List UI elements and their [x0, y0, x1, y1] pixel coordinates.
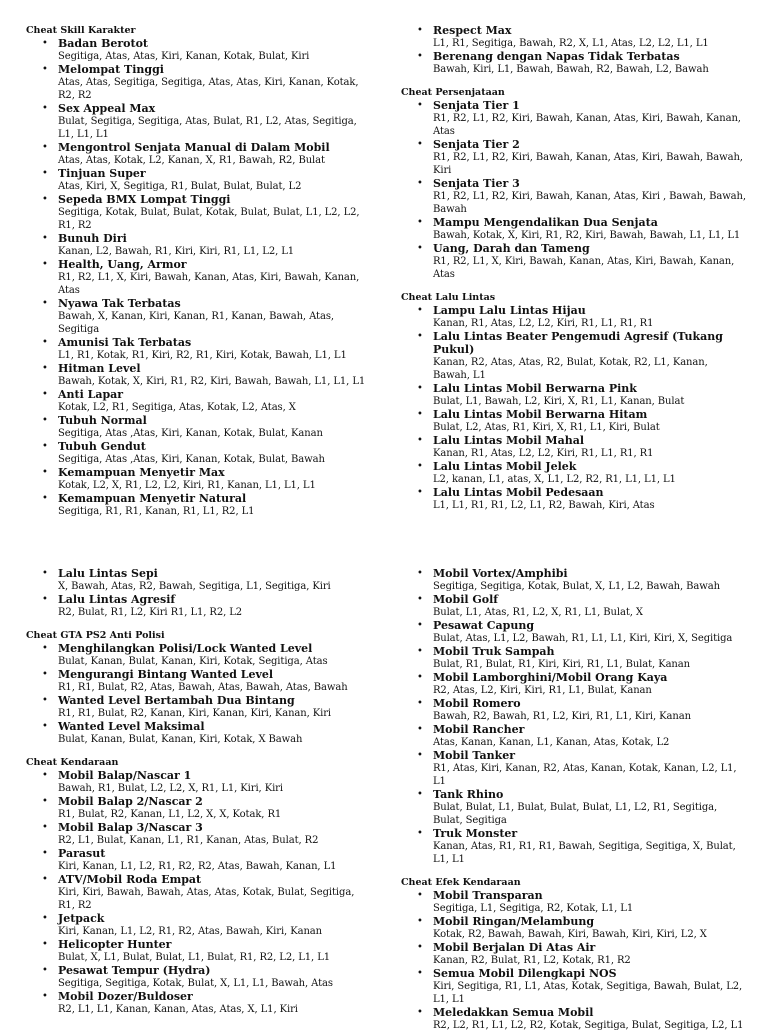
- cheat-item: [42, 362, 371, 388]
- cheat-code: Bulat, Segitiga, Segitiga, Atas, Bulat, R1, L2, Atas, Segitiga, L1, L1, L1: [58, 116, 357, 140]
- cheat-name: Lalu Lintas Mobil Mahal: [433, 434, 585, 447]
- cheat-name: Mobil Golf: [433, 593, 499, 606]
- cheat-code: Atas, Atas, Segitiga, Segitiga, Atas, Atas, Kiri, Kanan, Kotak, R2, R2: [58, 77, 359, 101]
- cheat-list: [26, 37, 371, 518]
- cheat-name: Amunisi Tak Terbatas: [58, 336, 192, 349]
- section-heading: Cheat Persenjataan: [401, 87, 505, 98]
- cheat-code: R1, R2, L1, R2, Kiri, Bawah, Kanan, Atas, Kiri, Bawah, Kanan, Atas: [433, 113, 741, 137]
- cheat-item: [42, 990, 371, 1016]
- cheat-item: [42, 388, 371, 414]
- bullet-icon: •: [417, 100, 423, 111]
- cheat-name: Semua Mobil Dilengkapi NOS: [433, 967, 617, 980]
- cheat-name: Kemampuan Menyetir Max: [58, 466, 225, 479]
- bullet-icon: •: [417, 217, 423, 228]
- cheat-code: R2, Bulat, R1, L2, Kiri R1, L1, R2, L2: [58, 607, 243, 618]
- cheat-name: Lalu Lintas Sepi: [58, 567, 158, 580]
- bullet-icon: •: [417, 828, 423, 839]
- cheat-code: Kiri, Kiri, Bawah, Bawah, Atas, Atas, Kotak, Bulat, Segitiga, R1, R2: [58, 887, 355, 911]
- cheat-name: Parasut: [58, 847, 106, 860]
- cheat-item: [417, 408, 746, 434]
- bullet-icon: •: [417, 968, 423, 979]
- cheat-name: Pesawat Capung: [433, 619, 535, 632]
- bullet-icon: •: [417, 942, 423, 953]
- cheat-code: L2, kanan, L1, atas, X, L1, L2, R2, R1, L1, L1, L1: [433, 474, 676, 485]
- cheat-list: [26, 769, 371, 1016]
- cheat-item: [42, 193, 371, 232]
- cheat-code: R1, Bulat, R2, Kanan, L1, L2, X, X, Kotak, R1: [58, 809, 282, 820]
- cheat-item: [417, 645, 746, 671]
- cheat-code: R1, Atas, Kiri, Kanan, R2, Atas, Kanan, Kotak, Kanan, L2, L1, L1: [433, 763, 737, 787]
- cheat-code: Bulat, L1, Atas, R1, L2, X, R1, L1, Bulat, X: [433, 607, 643, 618]
- cheat-name: Lalu Lintas Mobil Pedesaan: [433, 486, 604, 499]
- cheat-code: Segitiga, Atas ,Atas, Kiri, Kanan, Kotak, Bulat, Bawah: [58, 454, 325, 465]
- cheat-name: Lalu Lintas Beater Pengemudi Agresif (Tukang Pukul): [433, 330, 723, 356]
- cheat-code: X, Bawah, Atas, R2, Bawah, Segitiga, L1, Segitiga, Kiri: [58, 581, 331, 592]
- cheat-code: Segitiga, Atas ,Atas, Kiri, Kanan, Kotak, Bulat, Kanan: [58, 428, 323, 439]
- bullet-icon: •: [42, 337, 48, 348]
- bullet-icon: •: [42, 796, 48, 807]
- bullet-icon: •: [42, 568, 48, 579]
- cheat-item: [417, 138, 746, 177]
- cheat-name: Anti Lapar: [58, 388, 124, 401]
- cheat-item: [42, 297, 371, 336]
- cheat-code: L1, R1, Segitiga, Bawah, R2, X, L1, Atas, L2, L2, L1, L1: [433, 38, 709, 49]
- section-continued: [401, 567, 746, 866]
- section-heading: Cheat Efek Kendaraan: [401, 877, 521, 888]
- cheat-code: Segitiga, Segitiga, Kotak, Bulat, X, L1, L2, Bawah, Bawah: [433, 581, 720, 592]
- cheat-code: Bulat, Bulat, L1, Bulat, Bulat, Bulat, L1, L2, R1, Segitiga, Bulat, Segitiga: [433, 802, 718, 826]
- cheat-item: [42, 102, 371, 141]
- cheat-code: Atas, Kiri, X, Segitiga, R1, Bulat, Bulat, Bulat, L2: [58, 181, 302, 192]
- cheat-list: [401, 99, 746, 281]
- cheat-item: [417, 567, 746, 593]
- cheat-item: [42, 668, 371, 694]
- cheat-item: [42, 769, 371, 795]
- cheat-name: Lampu Lalu Lintas Hijau: [433, 304, 586, 317]
- bullet-icon: •: [42, 233, 48, 244]
- cheat-code: Bulat, Kanan, Bulat, Kanan, Kiri, Kotak, Segitiga, Atas: [58, 656, 328, 667]
- bullet-icon: •: [417, 383, 423, 394]
- cheat-item: [42, 37, 371, 63]
- bullet-icon: •: [417, 750, 423, 761]
- cheat-item: [42, 694, 371, 720]
- section-cheat-persenjataan: [401, 86, 746, 281]
- cheat-code: R1, R1, Bulat, R2, Kanan, Kiri, Kanan, Kiri, Kanan, Kiri: [58, 708, 332, 719]
- cheat-code: Kanan, R1, Atas, L2, L2, Kiri, R1, L1, R1, R1: [433, 318, 654, 329]
- cheat-name: Health, Uang, Armor: [58, 258, 187, 271]
- section-cheat-kendaraan: [26, 756, 371, 1016]
- cheat-item: [42, 642, 371, 668]
- cheat-code: Segitiga, Segitiga, Kotak, Bulat, X, L1, L1, Bawah, Atas: [58, 978, 333, 989]
- cheat-item: [417, 593, 746, 619]
- cheat-code: Bulat, L2, Atas, R1, Kiri, X, R1, L1, Kiri, Bulat: [433, 422, 660, 433]
- cheat-name: Badan Berotot: [58, 37, 148, 50]
- cheat-item: [42, 258, 371, 297]
- cheat-item: [417, 304, 746, 330]
- bullet-icon: •: [417, 568, 423, 579]
- bullet-icon: •: [417, 435, 423, 446]
- bullet-icon: •: [417, 25, 423, 36]
- cheat-name: Wanted Level Bertambah Dua Bintang: [58, 694, 295, 707]
- cheat-code: Atas, Kanan, Kanan, L1, Kanan, Atas, Kotak, L2: [433, 737, 670, 748]
- cheat-name: Lalu Lintas Mobil Berwarna Hitam: [433, 408, 648, 421]
- cheat-name: Mobil Balap/Nascar 1: [58, 769, 192, 782]
- cheat-name: ATV/Mobil Roda Empat: [58, 873, 202, 886]
- cheat-name: Mobil Dozer/Buldoser: [58, 990, 193, 1003]
- bullet-icon: •: [42, 913, 48, 924]
- cheat-item: [417, 671, 746, 697]
- cheat-list: [401, 304, 746, 512]
- cheat-code: R2, L1, Bulat, Kanan, L1, R1, Kanan, Atas, Bulat, R2: [58, 835, 319, 846]
- cheat-code: Segitiga, R1, R1, Kanan, R1, L1, R2, L1: [58, 506, 255, 517]
- cheat-item: [42, 141, 371, 167]
- bullet-icon: •: [417, 305, 423, 316]
- column-top-right: [401, 24, 746, 512]
- cheat-code: Kiri, Segitiga, R1, L1, Atas, Kotak, Segitiga, Bawah, Bulat, L2, L1, L1: [433, 981, 743, 1005]
- bullet-icon: •: [42, 298, 48, 309]
- cheat-item: [417, 619, 746, 645]
- cheat-item: [417, 941, 746, 967]
- cheat-item: [417, 242, 746, 281]
- cheat-name: Mengontrol Senjata Manual di Dalam Mobil: [58, 141, 330, 154]
- cheat-name: Mobil Balap 3/Nascar 3: [58, 821, 203, 834]
- cheat-name: Tank Rhino: [433, 788, 504, 801]
- section-continued: [401, 24, 746, 76]
- cheat-item: [42, 847, 371, 873]
- cheat-list: [401, 889, 746, 1032]
- cheat-code: R1, R1, Bulat, R2, Atas, Bawah, Atas, Bawah, Atas, Bawah: [58, 682, 348, 693]
- bullet-icon: •: [417, 1007, 423, 1018]
- cheat-name: Uang, Darah dan Tameng: [433, 242, 590, 255]
- cheat-code: Bawah, R2, Bawah, R1, L2, Kiri, R1, L1, Kiri, Kanan: [433, 711, 691, 722]
- section-heading: Cheat Kendaraan: [26, 757, 119, 768]
- cheat-code: Bawah, X, Kanan, Kiri, Kanan, R1, Kanan, Bawah, Atas, Segitiga: [58, 311, 334, 335]
- bullet-icon: •: [42, 441, 48, 452]
- bullet-icon: •: [417, 178, 423, 189]
- cheat-name: Lalu Lintas Agresif: [58, 593, 176, 606]
- cheat-item: [42, 492, 371, 518]
- bullet-icon: •: [417, 461, 423, 472]
- cheat-item: [42, 63, 371, 102]
- cheat-name: Mobil Lamborghini/Mobil Orang Kaya: [433, 671, 668, 684]
- bullet-icon: •: [417, 409, 423, 420]
- cheat-name: Mobil Transparan: [433, 889, 543, 902]
- cheat-item: [417, 382, 746, 408]
- cheat-code: Kiri, Kanan, L1, L2, R1, R2, R2, Atas, Bawah, Kanan, L1: [58, 861, 337, 872]
- cheat-code: Kanan, R2, Bulat, R1, L2, Kotak, R1, R2: [433, 955, 631, 966]
- section-cheat-efek-kendaraan: [401, 876, 746, 1032]
- bullet-icon: •: [42, 389, 48, 400]
- bullet-icon: •: [42, 991, 48, 1002]
- cheat-code: Kiri, Kanan, L1, L2, R1, R2, Atas, Bawah, Kiri, Kanan: [58, 926, 322, 937]
- cheat-code: Bawah, Kiri, L1, Bawah, Bawah, R2, Bawah, L2, Bawah: [433, 64, 709, 75]
- cheat-name: Tinjuan Super: [58, 167, 146, 180]
- cheat-name: Respect Max: [433, 24, 512, 37]
- cheat-item: [42, 964, 371, 990]
- cheat-item: [417, 788, 746, 827]
- cheat-name: Helicopter Hunter: [58, 938, 172, 951]
- section-cheat-lalu-lintas: [401, 291, 746, 512]
- cheat-item: [42, 720, 371, 746]
- bullet-icon: •: [417, 620, 423, 631]
- cheat-name: Mobil Tanker: [433, 749, 516, 762]
- cheat-name: Mobil Balap 2/Nascar 2: [58, 795, 203, 808]
- cheat-item: [417, 723, 746, 749]
- cheat-name: Mampu Mengendalikan Dua Senjata: [433, 216, 658, 229]
- cheat-name: Meledakkan Semua Mobil: [433, 1006, 594, 1019]
- bullet-icon: •: [417, 139, 423, 150]
- bullet-icon: •: [42, 493, 48, 504]
- cheat-item: [417, 749, 746, 788]
- section-continued: [26, 567, 371, 619]
- cheat-name: Bunuh Diri: [58, 232, 127, 245]
- bullet-icon: •: [417, 331, 423, 342]
- cheat-name: Tubuh Normal: [58, 414, 147, 427]
- cheat-item: [417, 889, 746, 915]
- cheat-name: Lalu Lintas Mobil Berwarna Pink: [433, 382, 637, 395]
- bullet-icon: •: [42, 643, 48, 654]
- cheat-name: Sepeda BMX Lompat Tinggi: [58, 193, 231, 206]
- cheat-name: Tubuh Gendut: [58, 440, 146, 453]
- column-bottom-left: [26, 567, 371, 1016]
- cheat-item: [42, 795, 371, 821]
- cheat-item: [42, 336, 371, 362]
- bullet-icon: •: [417, 646, 423, 657]
- cheat-item: [417, 460, 746, 486]
- cheat-code: Kotak, L2, X, R1, L2, L2, Kiri, R1, Kanan, L1, L1, L1: [58, 480, 316, 491]
- cheat-list: [401, 567, 746, 866]
- cheat-code: Kanan, L2, Bawah, R1, Kiri, Kiri, R1, L1, L2, L1: [58, 246, 295, 257]
- section-cheat-skill-karakter: [26, 24, 371, 518]
- cheat-name: Mobil Romero: [433, 697, 521, 710]
- cheat-code: Segitiga, Kotak, Bulat, Bulat, Kotak, Bulat, Bulat, L1, L2, L2, R1, R2: [58, 207, 360, 231]
- cheat-item: [417, 177, 746, 216]
- cheat-list: [26, 567, 371, 619]
- bullet-icon: •: [42, 874, 48, 885]
- cheat-code: Kanan, R2, Atas, Atas, R2, Bulat, Kotak, R2, L1, Kanan, Bawah, L1: [433, 357, 708, 381]
- bullet-icon: •: [42, 194, 48, 205]
- cheat-name: Melompat Tinggi: [58, 63, 164, 76]
- cheat-code: Bulat, X, L1, Bulat, Bulat, L1, Bulat, R1, R2, L2, L1, L1: [58, 952, 331, 963]
- cheat-item: [42, 567, 371, 593]
- bullet-icon: •: [42, 64, 48, 75]
- bullet-icon: •: [42, 467, 48, 478]
- bullet-icon: •: [42, 770, 48, 781]
- cheat-item: [42, 912, 371, 938]
- cheat-code: L1, L1, R1, R1, L2, L1, R2, Bawah, Kiri, Atas: [433, 500, 655, 511]
- cheat-name: Hitman Level: [58, 362, 141, 375]
- cheat-code: R1, R2, L1, X, Kiri, Bawah, Kanan, Atas, Kiri, Bawah, Kanan, Atas: [58, 272, 360, 296]
- cheat-name: Berenang dengan Napas Tidak Terbatas: [433, 50, 680, 63]
- cheat-item: [42, 821, 371, 847]
- cheat-code: Bulat, L1, Bawah, L2, Kiri, X, R1, L1, Kanan, Bulat: [433, 396, 685, 407]
- cheat-item: [417, 827, 746, 866]
- bullet-icon: •: [417, 890, 423, 901]
- cheat-code: Segitiga, Atas, Atas, Kiri, Kanan, Kotak, Bulat, Kiri: [58, 51, 310, 62]
- cheat-name: Mobil Rancher: [433, 723, 525, 736]
- cheat-item: [42, 466, 371, 492]
- cheat-code: Kotak, L2, R1, Segitiga, Atas, Kotak, L2, Atas, X: [58, 402, 296, 413]
- cheat-code: R1, R2, L1, R2, Kiri, Bawah, Kanan, Atas, Kiri, Bawah, Bawah, Kiri: [433, 152, 743, 176]
- cheat-item: [417, 24, 746, 50]
- bullet-icon: •: [42, 103, 48, 114]
- cheat-code: R2, Atas, L2, Kiri, Kiri, R1, L1, Bulat, Kanan: [433, 685, 652, 696]
- bullet-icon: •: [42, 594, 48, 605]
- cheat-name: Kemampuan Menyetir Natural: [58, 492, 247, 505]
- cheat-item: [42, 938, 371, 964]
- cheat-name: Mengurangi Bintang Wanted Level: [58, 668, 274, 681]
- cheat-name: Pesawat Tempur (Hydra): [58, 964, 211, 977]
- section-heading: Cheat Skill Karakter: [26, 25, 136, 36]
- bullet-icon: •: [42, 822, 48, 833]
- bullet-icon: •: [417, 724, 423, 735]
- bullet-icon: •: [42, 721, 48, 732]
- bullet-icon: •: [42, 939, 48, 950]
- cheat-name: Jetpack: [58, 912, 105, 925]
- cheat-item: [417, 434, 746, 460]
- cheat-item: [42, 232, 371, 258]
- cheat-name: Truk Monster: [433, 827, 518, 840]
- cheat-name: Mobil Ringan/Melambung: [433, 915, 595, 928]
- cheat-code: Bulat, R1, Bulat, R1, Kiri, Kiri, R1, L1, Bulat, Kanan: [433, 659, 690, 670]
- cheat-name: Wanted Level Maksimal: [58, 720, 205, 733]
- cheat-code: Bawah, Kotak, X, Kiri, R1, R2, Kiri, Bawah, Bawah, L1, L1, L1: [58, 376, 366, 387]
- cheat-code: Bawah, R1, Bulat, L2, L2, X, R1, L1, Kiri, Kiri: [58, 783, 283, 794]
- bullet-icon: •: [42, 415, 48, 426]
- cheat-code: R2, L2, R1, L1, L2, R2, Kotak, Segitiga, Bulat, Segitiga, L2, L1: [433, 1020, 744, 1031]
- bullet-icon: •: [417, 51, 423, 62]
- bullet-icon: •: [417, 594, 423, 605]
- cheat-code: Kanan, Atas, R1, R1, R1, Bawah, Segitiga, Segitiga, X, Bulat, L1, L1: [433, 841, 736, 865]
- bullet-icon: •: [42, 848, 48, 859]
- cheat-code: R1, R2, L1, R2, Kiri, Bawah, Kanan, Atas, Kiri , Bawah, Bawah, Bawah: [433, 191, 746, 215]
- bullet-icon: •: [417, 487, 423, 498]
- cheat-item: [417, 697, 746, 723]
- cheat-code: R1, R2, L1, X, Kiri, Bawah, Kanan, Atas, Kiri, Bawah, Kanan, Atas: [433, 256, 735, 280]
- column-top-left: [26, 24, 371, 518]
- bullet-icon: •: [417, 698, 423, 709]
- cheat-item: [42, 873, 371, 912]
- cheat-item: [417, 50, 746, 76]
- bullet-icon: •: [417, 672, 423, 683]
- cheat-name: Lalu Lintas Mobil Jelek: [433, 460, 577, 473]
- cheat-item: [42, 414, 371, 440]
- cheat-name: Senjata Tier 1: [433, 99, 520, 112]
- bullet-icon: •: [417, 243, 423, 254]
- cheat-code: Bawah, Kotak, X, Kiri, R1, R2, Kiri, Bawah, Bawah, L1, L1, L1: [433, 230, 741, 241]
- bullet-icon: •: [42, 259, 48, 270]
- cheat-name: Nyawa Tak Terbatas: [58, 297, 181, 310]
- cheat-item: [417, 216, 746, 242]
- cheat-item: [417, 967, 746, 1006]
- cheat-name: Mobil Truk Sampah: [433, 645, 555, 658]
- bullet-icon: •: [42, 142, 48, 153]
- cheat-code: Kanan, R1, Atas, L2, L2, Kiri, R1, L1, R1, R1: [433, 448, 654, 459]
- cheat-name: Mobil Berjalan Di Atas Air: [433, 941, 596, 954]
- cheat-code: Kotak, R2, Bawah, Bawah, Kiri, Bawah, Kiri, Kiri, L2, X: [433, 929, 707, 940]
- bullet-icon: •: [42, 168, 48, 179]
- cheat-code: Bulat, Kanan, Bulat, Kanan, Kiri, Kotak, X Bawah: [58, 734, 303, 745]
- cheat-item: [417, 330, 746, 382]
- cheat-item: [42, 440, 371, 466]
- cheat-name: Menghilangkan Polisi/Lock Wanted Level: [58, 642, 313, 655]
- cheat-name: Senjata Tier 3: [433, 177, 520, 190]
- cheat-item: [417, 1006, 746, 1032]
- column-bottom-right: [401, 567, 746, 1032]
- cheat-item: [417, 486, 746, 512]
- cheat-name: Mobil Vortex/Amphibi: [433, 567, 568, 580]
- cheat-item: [42, 593, 371, 619]
- bullet-icon: •: [42, 695, 48, 706]
- cheat-code: R2, L1, L1, Kanan, Kanan, Atas, Atas, X, L1, Kiri: [58, 1004, 298, 1015]
- section-heading: Cheat Lalu Lintas: [401, 292, 496, 303]
- bullet-icon: •: [417, 789, 423, 800]
- cheat-name: Sex Appeal Max: [58, 102, 156, 115]
- bullet-icon: •: [42, 669, 48, 680]
- cheat-code: Atas, Atas, Kotak, L2, Kanan, X, R1, Bawah, R2, Bulat: [58, 155, 325, 166]
- cheat-name: Senjata Tier 2: [433, 138, 520, 151]
- cheat-item: [42, 167, 371, 193]
- bullet-icon: •: [42, 965, 48, 976]
- cheat-item: [417, 915, 746, 941]
- bullet-icon: •: [42, 363, 48, 374]
- bullet-icon: •: [417, 916, 423, 927]
- section-heading: Cheat GTA PS2 Anti Polisi: [26, 630, 165, 641]
- section-cheat-gta-ps2-anti-polisi: [26, 629, 371, 746]
- cheat-item: [417, 99, 746, 138]
- cheat-code: L1, R1, Kotak, R1, Kiri, R2, R1, Kiri, Kotak, Bawah, L1, L1: [58, 350, 347, 361]
- cheat-list: [401, 24, 746, 76]
- cheat-code: Segitiga, L1, Segitiga, R2, Kotak, L1, L1: [433, 903, 634, 914]
- cheat-list: [26, 642, 371, 746]
- cheat-code: Bulat, Atas, L1, L2, Bawah, R1, L1, L1, Kiri, Kiri, X, Segitiga: [433, 633, 733, 644]
- bullet-icon: •: [42, 38, 48, 49]
